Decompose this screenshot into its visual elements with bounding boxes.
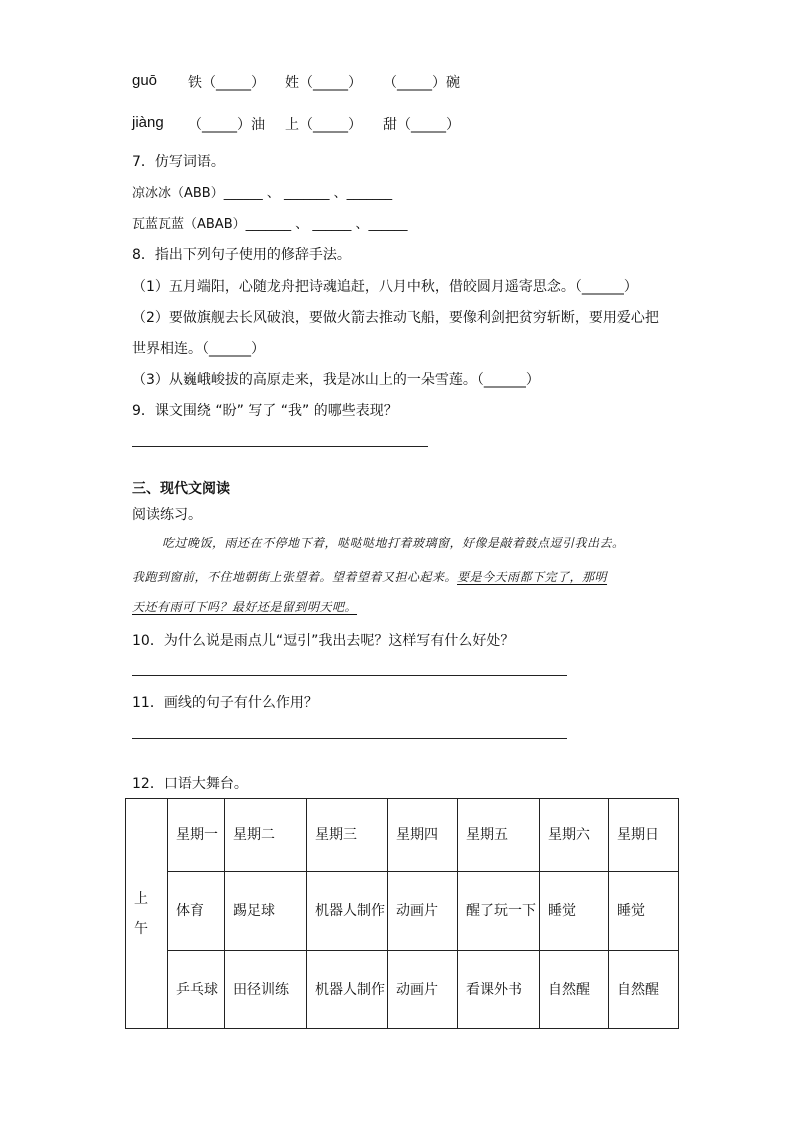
q10-title: 10．为什么说是雨点儿“逗引”我出去呢？这样写有什么好处？ — [132, 633, 515, 649]
table-row — [126, 872, 679, 951]
table-cell: 动画片 — [388, 951, 458, 1029]
q9-title: 9．课文围绕 “盼” 写了 “我” 的哪些表现？ — [132, 403, 398, 419]
guo-item-2: 姓（_____） — [285, 75, 362, 91]
table-cell: 田径训练 — [225, 951, 307, 1029]
q7-title: 7．仿写词语。 — [132, 154, 225, 170]
header-cell: 星期五 — [458, 799, 540, 872]
pinyin-jiang: jiàng — [132, 114, 164, 131]
header-cell: 星期四 — [388, 799, 458, 872]
header-cell: 星期日 — [609, 799, 679, 872]
guo-item-3: （_____）碗 — [383, 75, 460, 91]
jiang-item-2: 上（_____） — [285, 117, 362, 133]
q8-sentence-2a: （2）要做旗舰去长风破浪，要做火箭去推动飞船，要像利剑把贫穷斩断，要用爱心把 — [132, 310, 659, 326]
schedule-table — [125, 798, 679, 1029]
header-cell: 星期一 — [168, 799, 225, 872]
q7-line-abab: 瓦蓝瓦蓝（ABAB）_______ 、 ______ 、______ — [132, 217, 408, 232]
q8-sentence-3: （3）从巍峨峻拔的高原走来，我是冰山上的一朵雪莲。（______） — [132, 372, 540, 388]
side-label-2: 午 — [134, 920, 148, 937]
reading-intro: 阅读练习。 — [132, 507, 202, 523]
table-header-row — [126, 799, 679, 872]
side-label-1: 上 — [134, 890, 148, 907]
passage-line-1: 吃过晚饭，雨还在不停地下着，哒哒哒地打着玻璃窗，好像是敲着鼓点逗引我出去。 — [162, 536, 625, 550]
q8-title: 8．指出下列句子使用的修辞手法。 — [132, 247, 351, 263]
q8-sentence-1: （1）五月端阳，心随龙舟把诗魂追赶，八月中秋，借皎圆月遥寄思念。（______） — [132, 279, 638, 295]
section-title: 三、现代文阅读 — [132, 481, 230, 497]
guo-item-1: 铁（_____） — [188, 75, 265, 91]
table-cell: 体育 — [168, 872, 225, 951]
table-cell: 乒乓球 — [168, 951, 225, 1029]
passage-line-2 — [132, 568, 607, 585]
table-cell: 踢足球 — [225, 872, 307, 951]
jiang-item-1: （_____）油 — [188, 117, 265, 133]
header-cell: 星期二 — [225, 799, 307, 872]
table-row — [126, 951, 679, 1029]
table-cell: 醒了玩一下 — [458, 872, 540, 951]
table-cell: 机器人制作 — [307, 872, 388, 951]
header-cell: 星期三 — [307, 799, 388, 872]
table-cell: 动画片 — [388, 872, 458, 951]
q11-answer-line[interactable] — [132, 738, 567, 739]
q11-title: 11．画线的句子有什么作用？ — [132, 695, 318, 711]
side-label — [126, 799, 168, 1029]
table-cell: 自然醒 — [540, 951, 609, 1029]
passage-line-3: 天还有雨可下吗？最好还是留到明天吧。 — [132, 600, 358, 614]
table-cell: 睡觉 — [540, 872, 609, 951]
passage-line-2-underlined: 要是今天雨都下完了，那明 — [457, 570, 608, 584]
q8-sentence-2b: 世界相连。（______） — [132, 341, 265, 357]
passage-line-2-plain: 我跑到窗前，不住地朝街上张望着。望着望着又担心起来。 — [132, 570, 458, 584]
table-cell: 看课外书 — [458, 951, 540, 1029]
table-cell: 自然醒 — [609, 951, 679, 1029]
q10-answer-line[interactable] — [132, 675, 567, 676]
jiang-item-3: 甜（_____） — [383, 117, 460, 133]
q9-answer-line[interactable] — [132, 446, 428, 447]
q7-line-abb: 凉冰冰（ABB）______ 、 _______ 、_______ — [132, 186, 393, 201]
pinyin-guo: guō — [132, 72, 158, 89]
table-cell: 睡觉 — [609, 872, 679, 951]
table-cell: 机器人制作 — [307, 951, 388, 1029]
q12-title: 12．口语大舞台。 — [132, 776, 248, 792]
header-cell: 星期六 — [540, 799, 609, 872]
